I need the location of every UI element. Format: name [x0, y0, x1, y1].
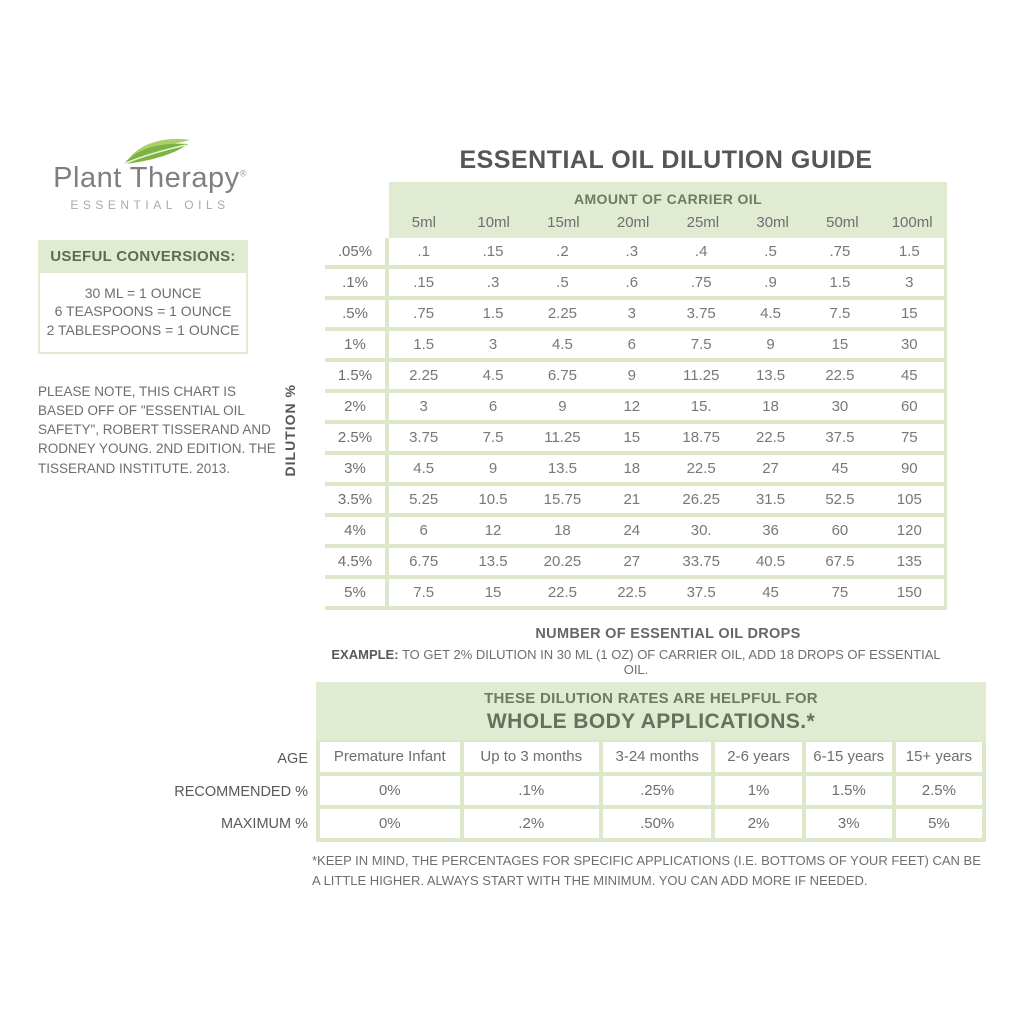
drops-cell: 24 — [623, 522, 641, 539]
drops-cell: .75 — [413, 305, 435, 322]
drops-cell: 12 — [484, 522, 502, 539]
carrier-oil-column-header: 20ml — [616, 214, 650, 231]
age-row-label: AGE — [277, 751, 308, 767]
carrier-oil-column-header: 5ml — [411, 214, 436, 231]
conversion-item: 6 TEASPOONS = 1 OUNCE — [54, 303, 232, 320]
drops-cell: 45 — [762, 584, 779, 601]
carrier-oil-column-header: 30ml — [756, 214, 789, 231]
drops-cell: 30. — [690, 522, 712, 539]
example-line — [325, 647, 947, 677]
drops-cell: 90 — [900, 460, 918, 477]
carrier-oil-column-header: 100ml — [891, 214, 933, 231]
conversion-item: 30 ML = 1 OUNCE — [84, 285, 202, 301]
drops-cell: 3 — [419, 398, 428, 415]
drops-cell: .2 — [556, 243, 569, 260]
drops-cell: 31.5 — [755, 491, 786, 508]
drops-cell: .3 — [486, 274, 500, 291]
recommended-cell: 0% — [320, 776, 460, 805]
maximum-cell: 3% — [806, 809, 892, 838]
drops-row-strip — [389, 424, 947, 451]
drops-cell: 1.5 — [482, 305, 504, 322]
dilution-percent-cell: .5% — [325, 300, 389, 327]
drops-cell: 2.25 — [547, 305, 578, 322]
drops-cell: .6 — [625, 274, 639, 291]
drops-cell: 27 — [762, 460, 779, 477]
table-row — [325, 544, 947, 575]
page-title: ESSENTIAL OIL DILUTION GUIDE — [459, 146, 873, 174]
drops-cell: 22.5 — [755, 429, 786, 446]
brand-logo — [52, 134, 248, 212]
drops-cell: .5 — [764, 243, 777, 260]
drops-row-strip — [389, 331, 947, 358]
drops-cell: 11.25 — [682, 367, 720, 384]
dilution-percent-cell: 4.5% — [325, 548, 389, 575]
drops-cell: 60 — [900, 398, 918, 415]
drops-cell: .3 — [625, 243, 639, 260]
table-row — [325, 513, 947, 544]
drops-row-strip — [389, 517, 947, 544]
drops-cell: .75 — [690, 274, 712, 291]
drops-cell: 18 — [762, 398, 779, 415]
drops-cell: 3 — [488, 336, 498, 353]
whole-body-heading — [316, 682, 986, 743]
recommended-row-label: RECOMMENDED % — [174, 784, 308, 800]
drops-row-strip — [389, 269, 947, 296]
drops-cell: .15 — [482, 243, 504, 260]
drops-cell: 22.5 — [825, 367, 855, 384]
table-row — [325, 420, 947, 451]
dilution-percent-cell: .05% — [325, 238, 389, 265]
drops-cell: .5 — [556, 274, 569, 291]
maximum-cell: 0% — [320, 809, 460, 838]
recommended-row — [320, 776, 982, 805]
drops-cell: 9 — [627, 367, 636, 384]
drops-cell: 45 — [900, 367, 918, 384]
drops-cell: .1 — [417, 243, 430, 260]
drops-cell: 105 — [896, 491, 922, 508]
drops-cell: 22.5 — [547, 584, 578, 601]
drops-cell: .75 — [829, 243, 851, 260]
drops-row-strip — [389, 300, 947, 327]
maximum-cell: .50% — [603, 809, 712, 838]
carrier-oil-column-header: 50ml — [826, 214, 859, 231]
whole-body-heading-line2: WHOLE BODY APPLICATIONS.* — [486, 710, 816, 733]
drops-cell: 7.5 — [829, 305, 851, 322]
drops-cell: 135 — [896, 553, 922, 570]
drops-footer-label: NUMBER OF ESSENTIAL OIL DROPS — [535, 626, 801, 642]
maximum-cell: 5% — [896, 809, 982, 838]
conversion-item: 2 TABLESPOONS = 1 OUNCE — [46, 321, 240, 338]
table-row — [325, 265, 947, 296]
drops-cell: 40.5 — [755, 553, 786, 570]
recommended-cell: 1% — [715, 776, 801, 805]
drops-cell: 45 — [831, 460, 849, 477]
drops-cell: 15 — [831, 336, 849, 353]
table-row — [325, 358, 947, 389]
drops-cell: 36 — [762, 522, 779, 539]
drops-cell: 15 — [900, 305, 918, 322]
drops-cell: 37.5 — [686, 584, 716, 601]
dilution-percent-cell: .1% — [325, 269, 389, 296]
drops-cell: 12 — [623, 398, 641, 415]
dilution-percent-cell: 4% — [325, 517, 389, 544]
whole-body-heading-line1: THESE DILUTION RATES ARE HELPFUL FOR — [484, 690, 818, 707]
example-text: TO GET 2% DILUTION IN 30 ML (1 OZ) OF CARRIER OIL, ADD 18 DROPS OF ESSENTIAL OIL. — [398, 647, 941, 677]
drops-cell: 13.5 — [547, 460, 578, 477]
drops-cell: 15. — [690, 398, 712, 415]
dilution-percent-cell: 1% — [325, 331, 389, 358]
drops-cell: 7.5 — [482, 429, 504, 446]
conversions-heading: USEFUL CONVERSIONS: — [38, 240, 248, 273]
age-group-cell: 2-6 years — [715, 742, 801, 772]
table-row — [325, 389, 947, 420]
drops-cell: 6 — [488, 398, 498, 415]
recommended-cell: .1% — [464, 776, 599, 805]
carrier-oil-group-label: AMOUNT OF CARRIER OIL — [573, 191, 763, 207]
drops-cell: 6.75 — [547, 367, 578, 384]
drops-cell: 60 — [831, 522, 849, 539]
drops-cell: 13.5 — [755, 367, 786, 384]
footnote: *KEEP IN MIND, THE PERCENTAGES FOR SPECIFIC APPLICATIONS (I.E. BOTTOMS OF YOUR FEET) CAN BE A LITTLE HIGHER. ALWAYS START WITH THE MINIMUM. YOU CAN ADD MORE IF NEEDED. — [312, 853, 981, 888]
drops-cell: 13.5 — [478, 553, 508, 570]
drops-cell: 27 — [623, 553, 641, 570]
drops-cell: 6 — [627, 336, 636, 353]
drops-cell: 3 — [627, 305, 636, 322]
dilution-percent-cell: 5% — [325, 579, 389, 606]
drops-cell: 4.5 — [413, 460, 435, 477]
drops-cell: 5.25 — [409, 491, 439, 508]
drops-cell: 15 — [484, 584, 502, 601]
dilution-table — [325, 182, 947, 610]
drops-cell: 4.5 — [760, 305, 781, 322]
drops-cell: 67.5 — [825, 553, 855, 570]
drops-cell: 18 — [554, 522, 571, 539]
drops-cell: 26.25 — [682, 491, 720, 508]
drops-cell: 2.25 — [409, 367, 439, 384]
drops-row-strip — [389, 486, 947, 513]
maximum-row — [320, 809, 982, 838]
age-groups-row — [320, 742, 982, 772]
drops-cell: 15 — [623, 429, 641, 446]
dilution-percent-cell: 2% — [325, 393, 389, 420]
drops-cell: 18.75 — [682, 429, 720, 446]
drops-cell: 7.5 — [413, 584, 435, 601]
conversions-list — [38, 273, 248, 354]
recommended-cell: 1.5% — [806, 776, 892, 805]
drops-cell: 150 — [896, 584, 922, 601]
dilution-axis-label: DILUTION % — [282, 383, 298, 477]
table-row — [325, 238, 947, 265]
table-row — [325, 296, 947, 327]
drops-cell: 7.5 — [690, 336, 712, 353]
drops-cell: 9 — [558, 398, 567, 415]
source-note: PLEASE NOTE, THIS CHART IS BASED OFF OF "ESSENTIAL OIL SAFETY", ROBERT TISSERAND AND RODNEY YOUNG. 2ND EDITION. THE TISSERAND INSTITUTE. 2013. — [38, 384, 276, 476]
registered-mark: ® — [239, 168, 247, 179]
drops-cell: 9 — [488, 460, 498, 477]
age-group-cell: Premature Infant — [320, 742, 460, 772]
drops-cell: 52.5 — [825, 491, 855, 508]
drops-cell: 11.25 — [544, 429, 581, 446]
drops-cell: 3.75 — [686, 305, 716, 322]
table-row — [325, 482, 947, 513]
drops-cell: 1.5 — [413, 336, 435, 353]
drops-cell: .9 — [764, 274, 777, 291]
drops-cell: 120 — [896, 522, 922, 539]
brand-tagline: ESSENTIAL OILS — [70, 198, 230, 212]
drops-cell: 37.5 — [825, 429, 855, 446]
drops-cell: 6 — [419, 522, 428, 539]
age-group-cell: 15+ years — [896, 742, 982, 772]
carrier-oil-columns — [389, 214, 947, 231]
dilution-percent-cell: 2.5% — [325, 424, 389, 451]
drops-cell: .15 — [413, 274, 435, 291]
drops-cell: 75 — [900, 429, 918, 446]
table-row — [325, 451, 947, 482]
age-group-cell: 6-15 years — [806, 742, 892, 772]
dilution-percent-cell: 1.5% — [325, 362, 389, 389]
drops-cell: 33.75 — [682, 553, 720, 570]
table-row — [325, 327, 947, 358]
drops-cell: 15.75 — [543, 491, 582, 508]
drops-cell: 1.5 — [898, 243, 920, 260]
carrier-oil-column-header: 25ml — [686, 214, 720, 231]
drops-cell: 6.75 — [409, 553, 439, 570]
drops-row-strip — [389, 548, 947, 575]
drops-row-strip — [389, 579, 947, 606]
dilution-percent-cell: 3.5% — [325, 486, 389, 513]
age-group-cell: Up to 3 months — [464, 742, 599, 772]
carrier-oil-column-header: 15ml — [547, 214, 580, 231]
drops-cell: 75 — [831, 584, 849, 601]
example-label: EXAMPLE: — [331, 647, 399, 662]
drops-cell: 18 — [623, 460, 641, 477]
dilution-table-body — [325, 238, 947, 610]
dilution-table-header — [389, 182, 947, 238]
drops-cell: 30 — [900, 336, 918, 353]
drops-cell: 20.25 — [543, 553, 582, 570]
drops-cell: 30 — [831, 398, 849, 415]
brand-name: Plant Therapy® — [53, 162, 247, 194]
drops-cell: 1.5 — [829, 274, 851, 291]
carrier-oil-column-header: 10ml — [477, 214, 510, 231]
useful-conversions-box — [38, 240, 248, 354]
recommended-cell: 2.5% — [896, 776, 982, 805]
drops-cell: 3 — [905, 274, 914, 291]
drops-cell: 21 — [623, 491, 641, 508]
drops-cell: 22.5 — [617, 584, 647, 601]
maximum-row-label: MAXIMUM % — [221, 816, 308, 832]
drops-row-strip — [389, 238, 947, 265]
recommended-cell: .25% — [603, 776, 712, 805]
drops-cell: 4.5 — [552, 336, 573, 353]
maximum-cell: 2% — [715, 809, 801, 838]
maximum-cell: .2% — [464, 809, 599, 838]
age-table — [316, 740, 986, 842]
drops-cell: .4 — [694, 243, 708, 260]
drops-cell: 3.75 — [409, 429, 439, 446]
drops-cell: 22.5 — [686, 460, 716, 477]
drops-cell: 10.5 — [478, 491, 508, 508]
table-row — [325, 575, 947, 606]
drops-cell: 9 — [766, 336, 775, 353]
dilution-percent-cell: 3% — [325, 455, 389, 482]
drops-cell: 4.5 — [482, 367, 504, 384]
age-group-cell: 3-24 months — [603, 742, 712, 772]
drops-row-strip — [389, 393, 947, 420]
drops-row-strip — [389, 362, 947, 389]
drops-row-strip — [389, 455, 947, 482]
